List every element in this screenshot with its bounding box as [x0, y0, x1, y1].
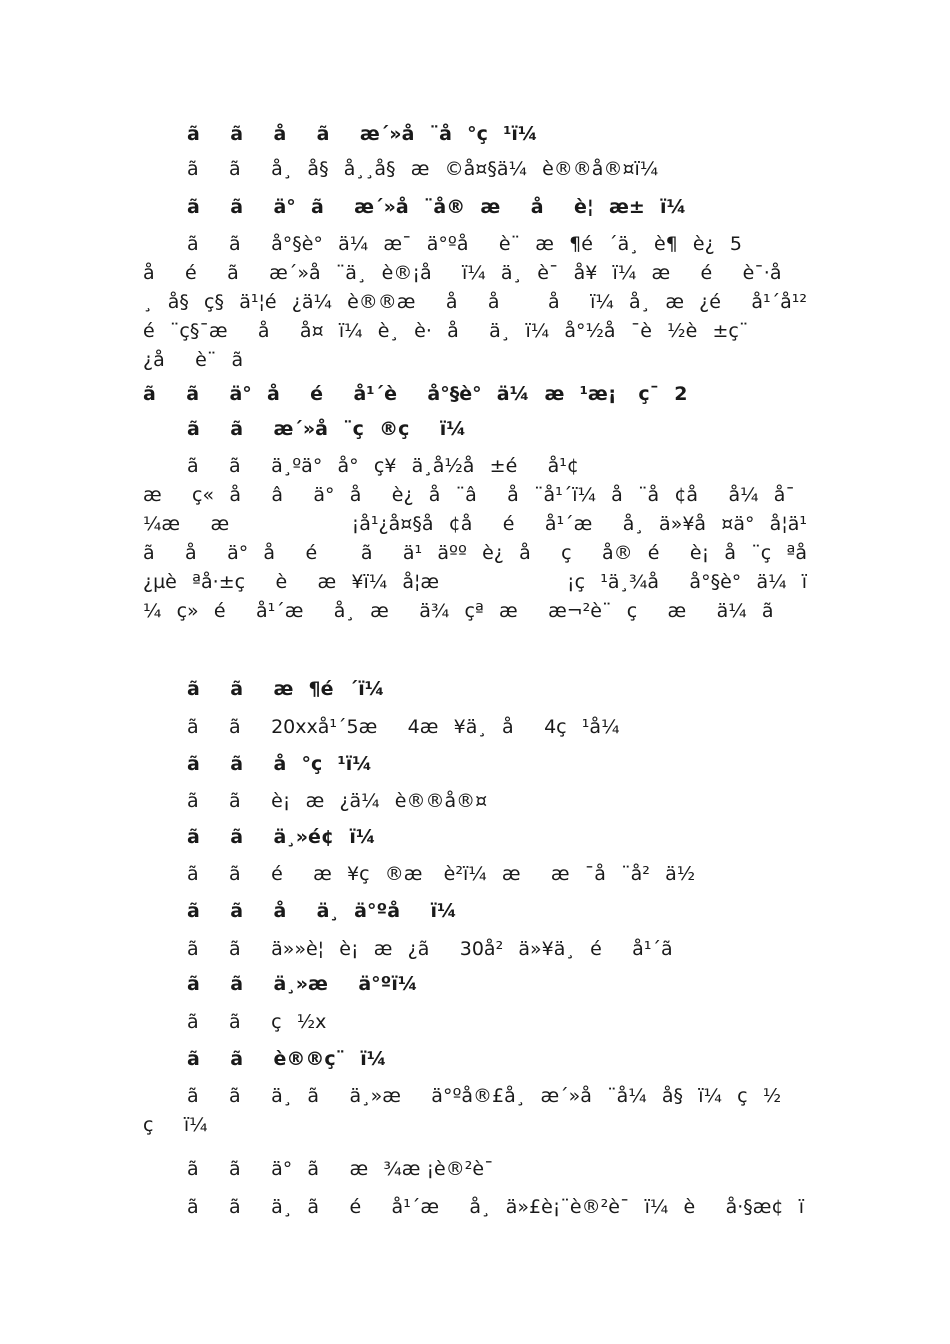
paragraph-time: ãã20xxå¹´5æ4æ¥ä¸å4ç¹å¼	[187, 716, 635, 738]
paragraph-host: ããç½x	[187, 1011, 327, 1033]
heading-place: ããå°ç¹ï¼	[187, 753, 388, 775]
heading-participants: ããåä¸ä°ºåï¼	[187, 900, 472, 922]
heading-arrangement: ããä°ãæ´»å¨å®æåè¦æ±ï¼	[187, 196, 702, 218]
paragraph-place: ããè¡æ¿ä¼è®®å®¤	[187, 790, 488, 812]
heading-plan-2: ããä°åéå¹´èå°§è°ä¼æ¹æ¡ ç¯2	[143, 383, 688, 405]
paragraph-theme: ããéæ¥ç®æ è²ï¼ææ¯å¨å²ä½	[187, 863, 711, 885]
paragraph-agenda-3: ããä¸ãéå¹´æå¸ä»£è¡¨è®²è¯ï¼èå·§æ¢ ï	[187, 1196, 804, 1218]
paragraph-participants: ããä»»è¦è¡æ¿ã30å²ä»¥ä¸éå¹´ã	[187, 938, 703, 960]
heading-agenda: ããè®®ç¨ï¼	[187, 1048, 402, 1070]
heading-activity-location: ããåãæ´»å¨å°ç¹ï¼	[187, 123, 553, 145]
paragraph-agenda-2: ããä°ãæ¾æ ¡è®²è¯	[187, 1158, 509, 1180]
heading-host: ããä¸»æä°ºï¼	[187, 973, 433, 995]
heading-purpose: ããæ´»å¨ç®çï¼	[187, 418, 482, 440]
heading-time: ããæ¶é´ï¼	[187, 678, 400, 700]
paragraph-purpose: ããä¸ºä°å°ç¥ä¸å½å ±éå¹¢æç«åâä°åè¿å¨âå¨å¹´ï¼å ¨å¢åå¼å¯¼ææ ¡å¹¿å¤§å¢åéå¹´æå¸ä»¥å¤ä°å¦ä¹ ãåä°åé ãä¹äººè¿åçå®éè¡å¨çªå¿µèªå·±çèæ¥ï¼å¦æ ¡ç¹ä¸¾åå°§è°ä¼ï¼ç»éå¹´æå¸æä¾çªææ¬²è¨çæä¼ã	[143, 455, 807, 622]
paragraph-agenda-1: ããä¸ãä¸»æä°ºå®£å¸æ´»å¨å¼å§ï¼ç½çï¼	[143, 1085, 782, 1136]
paragraph-location: ããå¸å§å¸¸å§æ©å¤§ä¼è®®å®¤ï¼	[187, 158, 674, 180]
heading-theme: ããä¸»é¢ï¼	[187, 826, 391, 848]
paragraph-arrangement: ããå°§è°ä¼æ¯ä°ºåè¨æ¶é´ä¸è¶ è¿5åéãæ´»å¨ä¸è®¡åï¼ä¸è¯å¥ï¼æéè¯·å¸å§ç§ä¹¦é¿ä¼è®®æåå åï¼å¸æ¿éå¹´å¹²é¨ç§¯æåå¤ï¼è¸è·åä¸ï¼å°½å¯è½è±ç¨¿åè¨ã	[143, 233, 807, 371]
